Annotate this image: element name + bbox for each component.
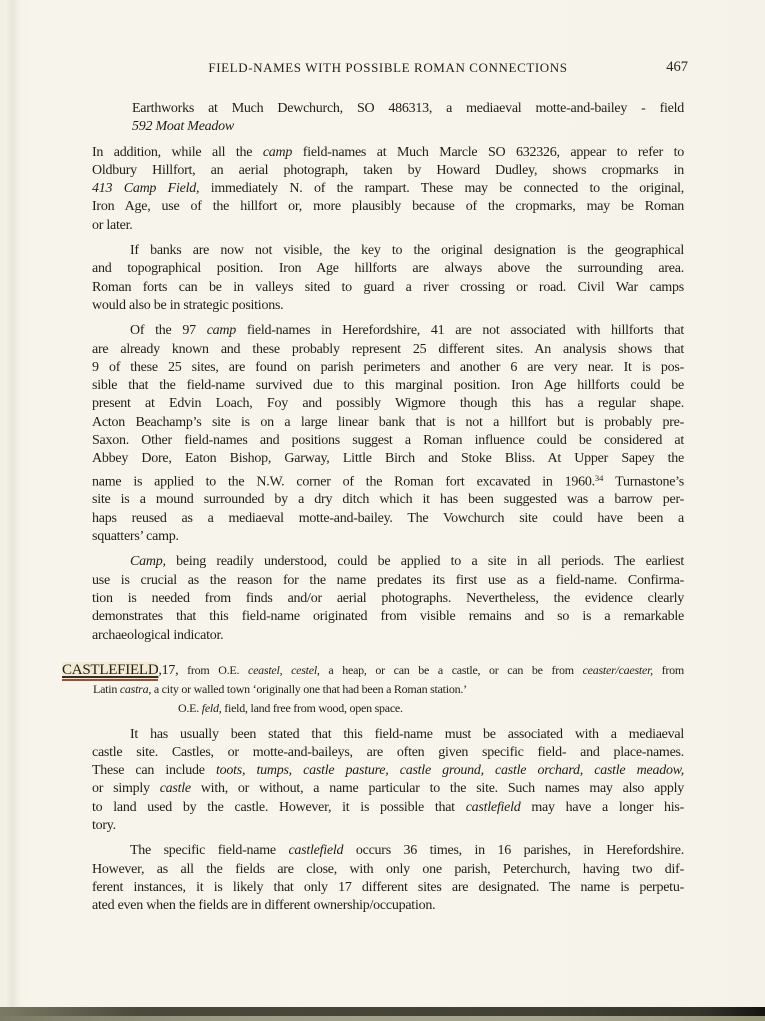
text-segment: ceastel, cestel, bbox=[248, 662, 320, 677]
text-line bbox=[92, 414, 684, 432]
text-line bbox=[92, 726, 684, 744]
text-segment: These can include bbox=[92, 763, 217, 779]
page-gutter-shadow bbox=[6, 0, 20, 1007]
text-segment: Turnastone’s bbox=[603, 474, 684, 490]
text-segment: squatters’ camp. bbox=[92, 529, 179, 545]
text-column bbox=[62, 0, 688, 916]
text-line bbox=[92, 897, 684, 915]
text-segment: or later. bbox=[92, 217, 133, 233]
text-segment: sible that the field-name survived due to this marginal position. Iron Age hillforts could be bbox=[92, 378, 684, 394]
text-segment: castle site. Castles, or motte-and-baileys, are often given specific field- and place-names. bbox=[92, 744, 684, 760]
text-segment: tion is needed from finds and/or aerial photographs. Nevertheless, the evidence clearly bbox=[92, 590, 684, 606]
entry-term-castlefield: CASTLEFIELD bbox=[62, 662, 158, 682]
paragraph-earthworks-note bbox=[132, 100, 684, 137]
text-line bbox=[92, 491, 684, 509]
text-line bbox=[92, 260, 684, 278]
text-segment: However, as all the fields are close, with only one parish, Peterchurch, having two dif- bbox=[92, 861, 684, 877]
text-segment: ferent instances, it is likely that only 17 different sites are designated. The name is perpetu- bbox=[92, 879, 684, 895]
text-line bbox=[92, 144, 684, 162]
text-segment: It has usually been stated that this field-name must be associated with a mediaeval bbox=[130, 726, 684, 742]
text-segment: haps reused as a mediaeval motte-and-bailey. The Vowchurch site could have been a bbox=[92, 510, 684, 526]
text-line bbox=[92, 590, 684, 608]
text-line bbox=[92, 377, 684, 395]
text-line bbox=[92, 799, 684, 817]
text-segment: a city or walled town ‘originally one that had been a Roman station.’ bbox=[151, 682, 467, 697]
text-line bbox=[93, 680, 684, 699]
text-line bbox=[92, 572, 684, 590]
text-line bbox=[92, 359, 684, 377]
paragraph-specific-field-name bbox=[92, 842, 684, 915]
text-segment: camp bbox=[206, 323, 237, 339]
text-segment: Roman forts can be in valleys sited to guard a river crossing or road. Civil War camps bbox=[92, 279, 684, 295]
text-line bbox=[92, 879, 684, 897]
text-segment: castlefield bbox=[288, 843, 344, 859]
text-line bbox=[92, 510, 684, 528]
text-line bbox=[92, 242, 684, 260]
text-segment: occurs 36 times, in 16 parishes, in Herefordshire. bbox=[343, 843, 685, 859]
text-segment: may have a longer his- bbox=[520, 799, 684, 815]
text-segment: would also be in strategic positions. bbox=[92, 297, 284, 313]
text-line bbox=[92, 279, 684, 297]
text-segment: Oldbury Hillfort, an aerial photograph, taken by Howard Dudley, shows cropmarks in bbox=[92, 162, 684, 178]
text-segment: castlefield bbox=[465, 799, 521, 815]
text-line bbox=[92, 762, 684, 780]
text-segment: Latin bbox=[93, 682, 120, 697]
text-segment: present at Edvin Loach, Foy and possibly Wigmore though this has a regular shape. bbox=[92, 396, 684, 412]
text-segment: Saxon. Other field-names and positions suggest a Roman influence could be considered at bbox=[92, 433, 684, 449]
text-segment: The specific field-name bbox=[130, 843, 289, 859]
text-segment: castle bbox=[159, 781, 191, 797]
text-line bbox=[92, 842, 684, 860]
text-line bbox=[92, 780, 684, 798]
text-line bbox=[92, 469, 684, 492]
text-segment: immediately N. of the rampart. These may be connected to the original, bbox=[199, 181, 684, 197]
text-segment: from bbox=[652, 662, 685, 677]
text-segment: field, land free from wood, open space. bbox=[221, 701, 403, 715]
running-title: FIELD-NAMES WITH POSSIBLE ROMAN CONNECTIONS bbox=[208, 60, 568, 75]
text-segment: a heap, or can be a castle, or can be from bbox=[319, 662, 583, 677]
paragraph-if-banks bbox=[92, 242, 684, 315]
text-line bbox=[132, 100, 684, 118]
text-segment: being readily understood, could be applied to a site in all periods. The earliest bbox=[165, 554, 684, 570]
text-segment: 9 of these 25 sites, are found on parish perimeters and another 6 are very near. It is pos- bbox=[92, 359, 684, 375]
text-line bbox=[92, 553, 684, 571]
page-number: 467 bbox=[666, 59, 688, 75]
text-segment: from O.E. bbox=[178, 662, 249, 677]
text-segment: and topographical position. Iron Age hillforts are always above the surrounding area. bbox=[92, 261, 684, 277]
text-segment: ceaster/caester, bbox=[582, 662, 653, 677]
text-line bbox=[178, 699, 684, 718]
book-edge-strip bbox=[0, 1007, 765, 1016]
text-line bbox=[92, 528, 684, 546]
text-segment: 413 Camp Field, bbox=[92, 181, 200, 197]
text-segment: site is a mound surrounded by a dry ditch which it has been suggested was a barrow per- bbox=[92, 492, 684, 508]
paragraph-in-addition bbox=[92, 144, 684, 235]
text-line bbox=[92, 297, 684, 315]
text-line bbox=[92, 217, 684, 235]
text-segment: toots, tumps, castle pasture, castle ground, castle orchard, castle meadow, bbox=[216, 763, 685, 779]
text-segment: archaeological indicator. bbox=[92, 627, 224, 643]
text-segment: O.E. bbox=[178, 701, 202, 715]
text-line bbox=[92, 341, 684, 359]
text-segment: use is crucial as the reason for the name predates its first use as a field-name. Confirma- bbox=[92, 572, 684, 588]
table-surface-strip bbox=[0, 1016, 765, 1021]
text-segment: Of the 97 bbox=[130, 323, 207, 339]
text-segment: field-names in Herefordshire, 41 are not associated with hillforts that bbox=[236, 323, 684, 339]
text-segment: castra, bbox=[119, 682, 152, 697]
text-line bbox=[92, 744, 684, 762]
text-line bbox=[92, 198, 684, 216]
text-segment: feld, bbox=[201, 701, 222, 715]
text-line bbox=[92, 608, 684, 626]
text-segment: 592 Moat Meadow bbox=[132, 119, 235, 135]
text-segment: In addition, while all the bbox=[92, 144, 263, 160]
text-segment: are already known and these probably represent 25 different sites. An analysis shows that bbox=[92, 341, 684, 357]
entry-castlefield bbox=[62, 661, 685, 718]
text-segment: If banks are now not visible, the key to the original designation is the geographical bbox=[130, 243, 684, 259]
paragraph-of-the-97-camp bbox=[92, 322, 684, 546]
text-segment: Abbey Dore, Eaton Bishop, Garway, Little Birch and Stoke Bliss. At Upper Sapey the bbox=[92, 451, 684, 467]
text-segment: Camp, bbox=[130, 554, 166, 570]
text-segment: camp bbox=[262, 144, 293, 160]
text-segment: Acton Beachamp’s site is on a large linear bank that is not a hillfort but is probably pre- bbox=[92, 414, 684, 430]
text-segment: name is applied to the N.W. corner of the Roman fort excavated in 1960. bbox=[92, 474, 595, 490]
text-line bbox=[92, 180, 684, 198]
text-line bbox=[92, 817, 684, 835]
text-segment: tory. bbox=[92, 818, 116, 834]
text-body bbox=[62, 100, 685, 916]
text-line bbox=[92, 162, 684, 180]
text-line bbox=[92, 432, 684, 450]
text-segment: Iron Age, use of the hillfort or, more plausibly because of the cropmarks, may be Roman bbox=[92, 199, 684, 215]
text-line bbox=[132, 118, 684, 136]
text-line bbox=[62, 661, 684, 681]
text-segment: field-names at Much Marcle SO 632326, appear to refer to bbox=[292, 144, 684, 160]
text-line bbox=[92, 395, 684, 413]
text-segment: ,17, bbox=[158, 662, 179, 678]
text-segment: with, or without, a name particular to the site. Such names may also apply bbox=[190, 781, 684, 797]
text-segment: Earthworks at Much Dewchurch, SO 486313, a mediaeval motte-and-bailey - field bbox=[132, 101, 684, 116]
text-segment: or simply bbox=[92, 781, 160, 797]
text-segment: ated even when the fields are in different ownership/occupation. bbox=[92, 898, 436, 914]
paragraph-it-has-usually bbox=[92, 726, 684, 836]
text-line bbox=[92, 861, 684, 879]
text-line bbox=[92, 450, 684, 468]
text-segment: demonstrates that this field-name originated from visible remains and so is a remarkable bbox=[92, 609, 684, 625]
paragraph-camp-readily-understood bbox=[92, 553, 684, 644]
text-segment: to land used by the castle. However, it is possible that bbox=[92, 799, 466, 815]
page-header bbox=[92, 59, 688, 79]
text-segment: 34 bbox=[594, 472, 604, 483]
text-line bbox=[92, 322, 684, 340]
text-line bbox=[92, 627, 684, 645]
